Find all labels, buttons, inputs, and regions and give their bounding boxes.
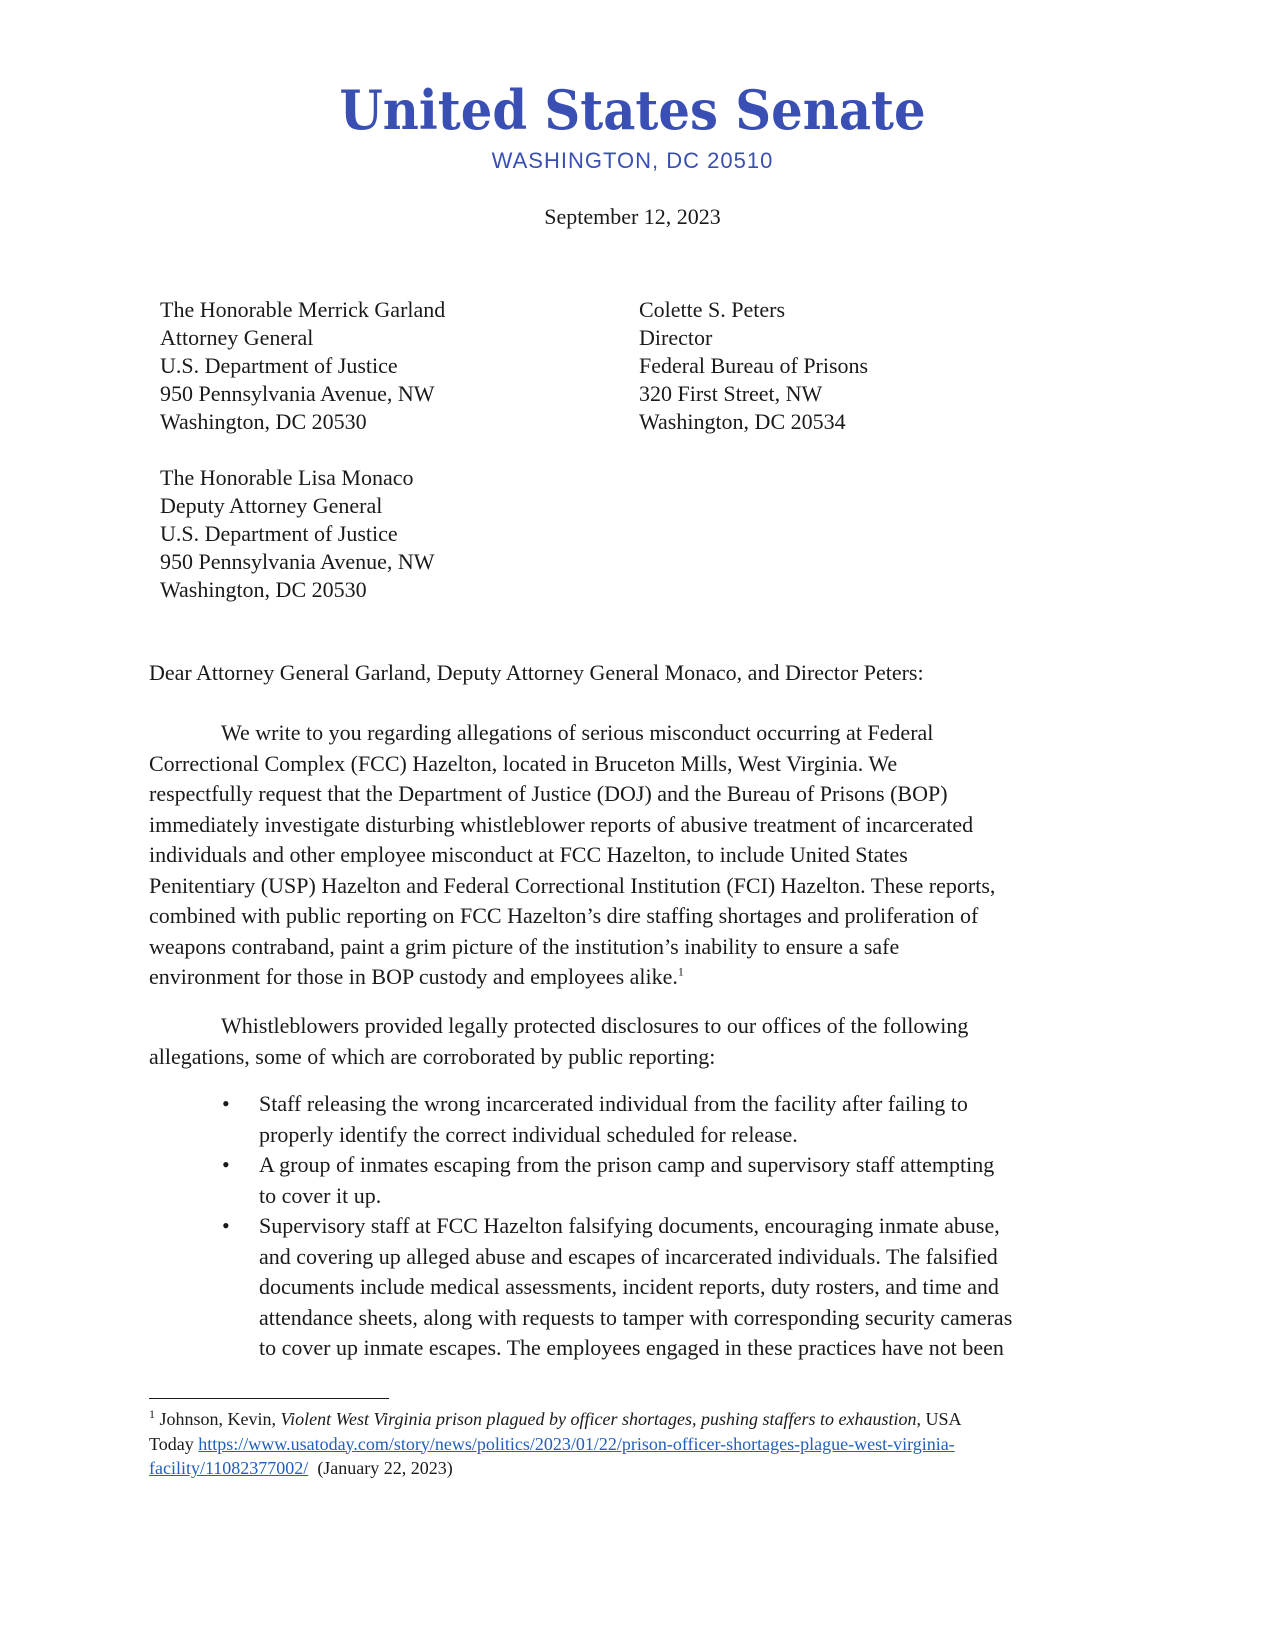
- footnote-reference[interactable]: 1: [677, 964, 684, 979]
- address-line: Washington, DC 20534: [639, 409, 846, 434]
- footnote-article-title: Violent West Virginia prison plagued by officer shortages, pushing staffers to exhaustion: [280, 1409, 917, 1429]
- footnote-line: [149, 1407, 1109, 1432]
- list-item-line: Supervisory staff at FCC Hazelton falsifying documents, encouraging inmate abuse,: [259, 1213, 1000, 1238]
- list-item-text: [259, 1211, 1012, 1364]
- list-item-text: [259, 1089, 968, 1150]
- recipient-address-monaco: [160, 464, 435, 604]
- letter-date: September 12, 2023: [544, 204, 721, 229]
- list-item-line: to cover up inmate escapes. The employees engaged in these practices have not been: [259, 1335, 1004, 1360]
- address-line: Deputy Attorney General: [160, 493, 383, 518]
- paragraph-line: [149, 962, 1109, 993]
- footnote-publication: Today: [149, 1433, 194, 1454]
- paragraph-line: allegations, some of which are corroborated by public reporting:: [149, 1043, 716, 1069]
- paragraph-line: individuals and other employee misconduct at FCC Hazelton, to include United States: [149, 842, 908, 867]
- paragraph-line: immediately investigate disturbing whistleblower reports of abusive treatment of incarcerated: [149, 811, 974, 837]
- recipient-address-garland: [160, 296, 445, 436]
- salutation: Dear Attorney General Garland, Deputy Attorney General Monaco, and Director Peters:: [149, 660, 924, 685]
- address-line: Director: [639, 325, 713, 350]
- footnote-number: 1: [149, 1407, 155, 1421]
- paragraph-line: Whistleblowers provided legally protected disclosures to our offices of the following: [221, 1013, 969, 1038]
- footnote-publication: , USA: [916, 1409, 962, 1429]
- list-item-line: Staff releasing the wrong incarcerated individual from the facility after failing to: [259, 1091, 968, 1116]
- paragraph-line: Penitentiary (USP) Hazelton and Federal Correctional Institution (FCI) Hazelton. These reports,: [149, 872, 996, 898]
- paragraph-intro: [149, 718, 1109, 993]
- bullet-symbol: •: [222, 1213, 230, 1238]
- footnote-url-link[interactable]: facility/11082377002/: [149, 1458, 309, 1478]
- list-item-line: A group of inmates escaping from the prison camp and supervisory staff attempting: [259, 1152, 995, 1177]
- paragraph-line: weapons contraband, paint a grim picture of the institution’s inability to ensure a safe: [149, 933, 900, 959]
- address-line: Colette S. Peters: [639, 297, 786, 322]
- list-item-line: properly identify the correct individual scheduled for release.: [259, 1121, 798, 1147]
- address-line: Federal Bureau of Prisons: [639, 353, 869, 378]
- address-line: U.S. Department of Justice: [160, 521, 398, 546]
- address-line: Washington, DC 20530: [160, 577, 367, 602]
- address-line: 950 Pennsylvania Avenue, NW: [160, 549, 435, 574]
- footnote-date: (January 22, 2023): [317, 1458, 453, 1478]
- footnote: [149, 1407, 1109, 1481]
- address-line: The Honorable Lisa Monaco: [160, 465, 414, 490]
- footnote-line: [149, 1432, 1109, 1457]
- paragraph-allegations: [149, 1011, 1109, 1072]
- letterhead: [0, 78, 1265, 174]
- recipient-address-peters: [639, 296, 868, 436]
- bullet-symbol: •: [222, 1091, 230, 1116]
- list-item-line: to cover it up.: [259, 1182, 382, 1208]
- footnote-line: [149, 1456, 1109, 1481]
- address-line: Attorney General: [160, 325, 314, 350]
- paragraph-line: combined with public reporting on FCC Hazelton’s dire staffing shortages and proliferation of: [149, 903, 979, 928]
- paragraph-line-text: environment for those in BOP custody and employees alike.: [149, 964, 678, 989]
- list-item-line: and covering up alleged abuse and escapes of incarcerated individuals. The falsified: [259, 1243, 998, 1269]
- paragraph-line: Correctional Complex (FCC) Hazelton, located in Bruceton Mills, West Virginia. We: [149, 750, 898, 776]
- list-item-line: attendance sheets, along with requests to tamper with corresponding security cameras: [259, 1304, 1013, 1330]
- footnote-url-link[interactable]: https://www.usatoday.com/story/news/politics/2023/01/22/prison-officer-shortages-plague-west-virginia-: [198, 1433, 955, 1454]
- letterhead-subtitle: WASHINGTON, DC 20510: [491, 148, 774, 173]
- address-line: The Honorable Merrick Garland: [160, 297, 446, 322]
- address-line: U.S. Department of Justice: [160, 353, 398, 378]
- paragraph-line: We write to you regarding allegations of serious misconduct occurring at Federal: [221, 720, 934, 745]
- address-line: 320 First Street, NW: [639, 381, 823, 406]
- list-item-text: [259, 1150, 994, 1211]
- paragraph-line: respectfully request that the Department of Justice (DOJ) and the Bureau of Prisons (BOP): [149, 781, 948, 806]
- address-line: Washington, DC 20530: [160, 409, 367, 434]
- bullet-symbol: •: [222, 1152, 230, 1177]
- letterhead-title: United States Senate: [339, 78, 926, 142]
- footnote-divider: [149, 1398, 389, 1399]
- footnote-author: Johnson, Kevin,: [159, 1409, 276, 1429]
- address-line: 950 Pennsylvania Avenue, NW: [160, 381, 435, 406]
- list-item-line: documents include medical assessments, incident reports, duty rosters, and time and: [259, 1274, 999, 1299]
